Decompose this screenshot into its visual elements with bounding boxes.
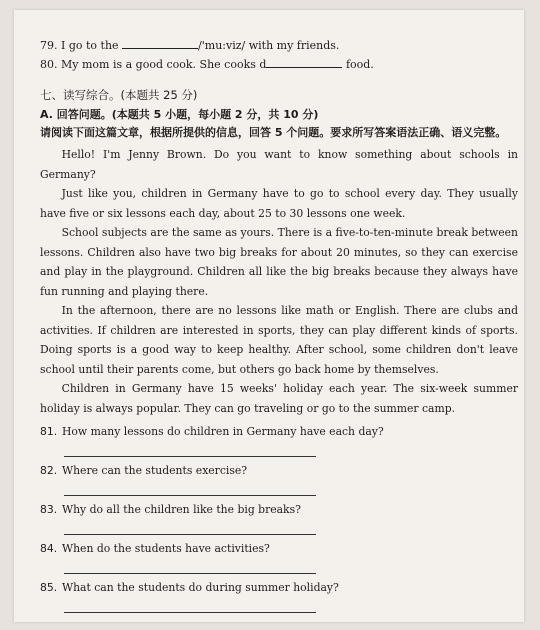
answer-line[interactable]	[64, 448, 316, 457]
question-number: 82.	[40, 464, 58, 477]
passage-paragraph: Children in Germany have 15 weeks' holiday each year. The six-week summer holiday is always popular. They can go traveling or go to the summer camp.	[40, 382, 518, 415]
passage-paragraph: Hello! I'm Jenny Brown. Do you want to know something about schools in Germany?	[40, 148, 518, 181]
answer-line[interactable]	[64, 565, 316, 574]
fill-item-suffix: /'mu:viz/ with my friends.	[198, 39, 340, 52]
answer-line[interactable]	[64, 526, 316, 535]
answer-line[interactable]	[64, 487, 316, 496]
question-text: When do the students have activities?	[62, 542, 270, 555]
fill-item-suffix: food.	[345, 58, 374, 71]
fill-item-prefix: 79. I go to the	[40, 39, 119, 52]
section-instruction: 请阅读下面这篇文章，根据所提供的信息，回答 5 个问题。要求所写答案语法正确、语义完整。	[40, 126, 507, 139]
question-number: 83.	[40, 503, 58, 516]
section-title: 七、读写综合。(本题共 25 分)	[40, 88, 198, 102]
passage-paragraph: In the afternoon, there are no lessons like math or English. There are clubs and activities. If children are interested in sports, they can play different kinds of sports. Doing sports is a good way to keep healthy. After school, some children don't leave school until their parents come, but others go back home by themselves.	[40, 304, 518, 376]
passage-paragraph: Just like you, children in Germany have to go to school every day. They usually have five or six lessons each day, about 25 to 30 lessons one week.	[40, 187, 518, 220]
question-83	[40, 500, 518, 535]
question-number: 84.	[40, 542, 58, 555]
fill-item-80	[40, 55, 518, 74]
question-84	[40, 539, 518, 574]
fill-blank[interactable]	[122, 36, 198, 49]
question-list	[40, 422, 518, 613]
fill-item-prefix: 80. My mom is a good cook. She cooks d	[40, 58, 267, 71]
exam-content	[40, 36, 518, 613]
passage-paragraph: School subjects are the same as yours. There is a five-to-ten-minute break between lessons. Children also have two big breaks for about 20 minutes, so they can exercise and play in the playground. Children all like the big breaks because they always have fun running and playing there.	[40, 226, 518, 298]
question-82	[40, 461, 518, 496]
reading-passage	[40, 145, 518, 418]
fill-item-79	[40, 36, 518, 55]
question-text: Where can the students exercise?	[62, 464, 248, 477]
question-text: How many lessons do children in Germany have each day?	[62, 425, 384, 438]
question-number: 85.	[40, 581, 58, 594]
question-text: Why do all the children like the big breaks?	[62, 503, 301, 516]
section-subtitle: A. 回答问题。(本题共 5 小题，每小题 2 分，共 10 分)	[40, 108, 319, 121]
question-81	[40, 422, 518, 457]
exam-paper	[14, 10, 524, 622]
question-85	[40, 578, 518, 613]
answer-line[interactable]	[64, 604, 316, 613]
question-text: What can the students do during summer holiday?	[62, 581, 339, 594]
question-number: 81.	[40, 425, 58, 438]
fill-blank[interactable]	[266, 55, 342, 68]
